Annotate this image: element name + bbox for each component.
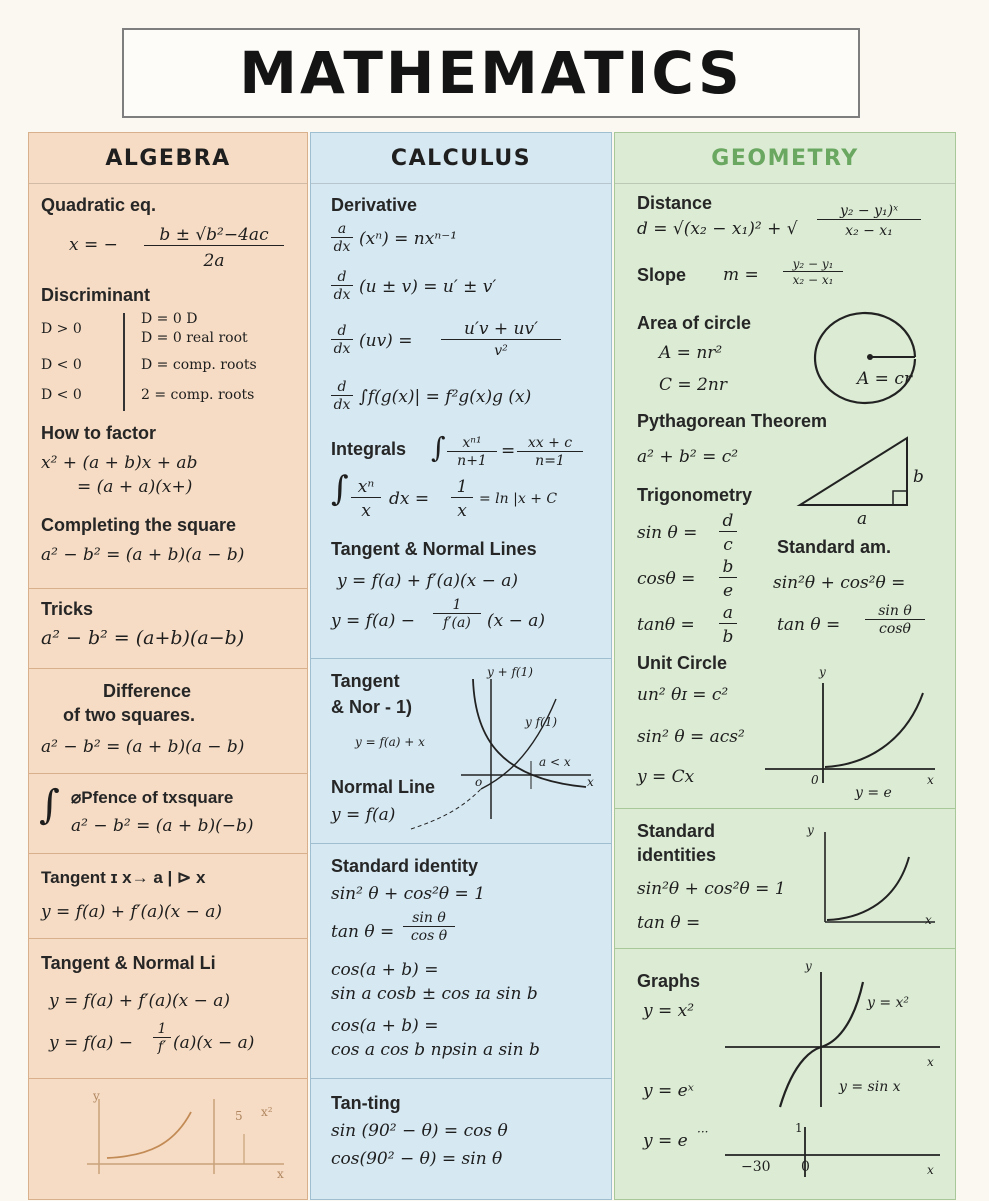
- deriv3-den: v²: [494, 343, 508, 359]
- std-graph-y: y: [807, 823, 814, 837]
- tanting-label: Tan-ting: [331, 1093, 401, 1113]
- int1-rden: n=1: [535, 453, 565, 469]
- algebra-section-graph: [29, 1078, 307, 1201]
- unit-graph-ye: y = e: [855, 785, 892, 801]
- geometry-column: [614, 132, 956, 1200]
- graph-label-x: x: [587, 775, 594, 789]
- calculus-tangent-graph: [461, 669, 601, 829]
- area-label: Area of circle: [637, 313, 752, 333]
- int2-x: x: [457, 501, 467, 521]
- unit-graph-0: 0: [811, 773, 819, 787]
- deriv4-formula: ∫f(g(x)| = f²g(x)g (x): [359, 387, 532, 407]
- int1-den: n+1: [457, 453, 487, 469]
- integral-glyph: ∫: [39, 782, 60, 828]
- graphs-y: y: [805, 959, 812, 973]
- int2-num: xⁿ: [351, 477, 381, 498]
- std-identity-label: Standard identity: [331, 856, 479, 876]
- graph-label-yf1: y + f(1): [487, 665, 533, 679]
- tnl-formula-1: y = f(a) + f′(a)(x − a): [49, 991, 230, 1011]
- int1-equals: =: [501, 441, 516, 461]
- disc-row-4-right: 2 = comp. roots: [141, 387, 255, 403]
- tnl-label: Tangent & Normal Li: [41, 953, 216, 973]
- title-box: [122, 28, 860, 118]
- std-ident-2: tan θ =: [637, 913, 701, 933]
- unit-graph-y: y: [819, 665, 826, 679]
- algebra-graph-x2: x²: [261, 1105, 273, 1119]
- trig-label: Trigonometry: [637, 485, 753, 505]
- calc-tnl-2-num: 1: [433, 597, 481, 614]
- tangent-small-formula: y = f(a) + x: [355, 735, 425, 749]
- graphs-formula-2: y = eˣ: [643, 1081, 694, 1101]
- disc-row-2-right: D = 0 real root: [141, 330, 248, 346]
- algebra-section-basics: [29, 183, 307, 608]
- graph-label-yf: y f(1): [525, 715, 558, 729]
- tanting-2: cos(90² − θ) = sin θ: [331, 1149, 503, 1169]
- slope-num: y₂ − y₁: [783, 257, 843, 272]
- algebra-graph: [79, 1094, 289, 1184]
- calculus-section-tangent-graph: [311, 658, 611, 843]
- deriv2-d: d: [331, 269, 353, 286]
- deriv1-a: a: [331, 221, 353, 238]
- triangle-a: a: [857, 509, 868, 529]
- pfence-label: ⌀Pfence of txsquare: [71, 788, 234, 807]
- trig-sin-pre: sin θ =: [637, 523, 698, 543]
- difference-label-2: of two squares.: [63, 705, 196, 725]
- unit-graph-x: x: [927, 773, 934, 787]
- graphs-yx2: y = x²: [867, 995, 910, 1011]
- deriv4-d: d: [331, 379, 353, 396]
- graphs-ysinx: y = sin x: [839, 1079, 901, 1095]
- std-ident-label-1: Standard: [637, 821, 716, 841]
- algebra-column: [28, 132, 308, 1200]
- unit-formula-2: sin² θ = acs²: [637, 727, 745, 747]
- graphs-x2: x: [927, 1163, 934, 1177]
- calc-tnl-2-pre: y = f(a) −: [331, 611, 415, 631]
- graphs-m30: −30: [741, 1159, 771, 1175]
- disc-row-3-right: D = comp. roots: [141, 357, 257, 373]
- tangent-formula: y = f(a) + f′(a)(x − a): [41, 902, 222, 922]
- trig-cos-den: e: [722, 581, 734, 601]
- geometry-section-standard-identities: [615, 808, 955, 948]
- deriv2-dx: dx: [333, 287, 351, 303]
- algebra-section-tricks: [29, 588, 307, 668]
- normal-line-label: Normal Line: [331, 777, 436, 797]
- graphs-x: x: [927, 1055, 934, 1069]
- trig-tan-num: a: [719, 603, 737, 624]
- std-id-1: sin² θ + cos²θ = 1: [331, 884, 486, 904]
- circle-label: A = cr: [857, 369, 912, 389]
- disc-row-4-left: D < 0: [41, 387, 82, 403]
- completing-formula: a² − b² = (a + b)(a − b): [41, 545, 245, 565]
- graphs-1: 1: [795, 1121, 803, 1135]
- pfence-formula: a² − b² = (a + b)(−b): [71, 816, 254, 836]
- algebra-section-tangent-normal: [29, 938, 307, 1078]
- graphs-formula-1: y = x²: [643, 1001, 695, 1021]
- deriv3-num: u′v + uv′: [441, 319, 561, 340]
- deriv3-lhs: (uv) =: [359, 331, 413, 351]
- pyth-label: Pythagorean Theorem: [637, 411, 828, 431]
- deriv1-dx: dx: [333, 239, 351, 255]
- calc-tnl-1: y = f(a) + f′(a)(x − a): [337, 571, 518, 591]
- disc-divider: [123, 313, 125, 411]
- std-id-2-num: sin θ: [403, 910, 455, 927]
- calc-tnl-2-den: f′(a): [443, 615, 471, 631]
- algebra-graph-x: x: [277, 1167, 284, 1181]
- factor-label: How to factor: [41, 423, 156, 443]
- trig-tan-pre: tanθ =: [637, 615, 695, 635]
- calculus-column: [310, 132, 612, 1200]
- std-ident-1: sin²θ + cos²θ = 1: [637, 879, 786, 899]
- slope-lhs: m =: [723, 265, 759, 285]
- int2-mid: dx =: [389, 489, 430, 509]
- tangent-label: Tangent ɪ x→ a | ⊳ x: [41, 868, 206, 887]
- graph-label-ax: a < x: [539, 755, 571, 769]
- integral-sign-1: ∫: [431, 431, 446, 464]
- distance-formula: d = √(x₂ − x₁)² + √: [637, 219, 798, 239]
- area-formula-2: C = 2nr: [659, 375, 727, 395]
- graph-label-o: o: [475, 775, 483, 789]
- normal-line-formula: y = f(a): [331, 805, 396, 825]
- graphs-formula-3-sup: ···: [697, 1125, 709, 1139]
- triangle-b: b: [913, 467, 924, 487]
- distance-label: Distance: [637, 193, 713, 213]
- graphs-formula-3: y = e: [643, 1131, 688, 1151]
- tnl-formula-2-den: f′: [157, 1039, 167, 1055]
- pyth-formula: a² + b² = c²: [637, 447, 739, 467]
- factor-line-1: x² + (a + b)x + ab: [41, 453, 198, 473]
- std-am-1: sin²θ + cos²θ =: [773, 573, 906, 593]
- deriv2-formula: (u ± v) = u′ ± v′: [359, 277, 497, 297]
- unit-label: Unit Circle: [637, 653, 728, 673]
- disc-row-1-left: D > 0: [41, 321, 82, 337]
- difference-label-1: Difference: [103, 681, 192, 701]
- std-id-2-pre: tan θ =: [331, 922, 395, 942]
- tnl-formula-2-pre: y = f(a) −: [49, 1033, 133, 1053]
- discriminant-label: Discriminant: [41, 285, 151, 305]
- trig-cos-pre: cosθ =: [637, 569, 696, 589]
- tangent-nor-label-1: Tangent: [331, 671, 400, 691]
- std-id-6: cos a cos b npsin a sin b: [331, 1040, 540, 1060]
- right-triangle-diagram: [795, 433, 915, 511]
- std-id-3: cos(a + b) =: [331, 960, 439, 980]
- calc-tnl-label: Tangent & Normal Lines: [331, 539, 537, 559]
- tnl-formula-2-num: 1: [153, 1021, 171, 1038]
- algebra-graph-5: 5: [235, 1109, 243, 1123]
- difference-formula: a² − b² = (a + b)(a − b): [41, 737, 245, 757]
- quadratic-numerator: b ± √b²−4ac: [144, 225, 284, 246]
- std-am-label: Standard am.: [777, 537, 892, 557]
- geometry-section-graphs: [615, 948, 955, 1201]
- trig-cos-num: b: [719, 557, 737, 578]
- deriv4-dx: dx: [333, 397, 351, 413]
- calc-tnl-2-post: (x − a): [487, 611, 546, 631]
- algebra-header: ALGEBRA: [29, 133, 307, 184]
- std-id-2-den: cos θ: [410, 928, 448, 944]
- tanting-1: sin (90² − θ) = cos θ: [331, 1121, 508, 1141]
- integrals-label: Integrals: [331, 439, 407, 459]
- std-ident-label-2: identities: [637, 845, 717, 865]
- area-formula-1: A = nr²: [659, 343, 723, 363]
- distance-den: x₂ − x₁: [845, 223, 893, 239]
- calculus-section-derivative: [311, 183, 611, 658]
- std-id-4: sin a cosb ± cos ɪa sin b: [331, 984, 538, 1004]
- deriv1-formula: (xⁿ) = nxⁿ⁻¹: [359, 229, 458, 249]
- int1-num: xⁿ¹: [447, 435, 497, 452]
- factor-line-2: = (a + a)(x+): [77, 477, 193, 497]
- integral-sign-2: ∫: [331, 469, 349, 509]
- int2-den: x: [361, 501, 371, 521]
- std-am-2-pre: tan θ =: [777, 615, 841, 635]
- algebra-section-tangent: [29, 853, 307, 938]
- calculus-section-tanting: [311, 1078, 611, 1201]
- disc-row-1-right: D = 0 D: [141, 311, 198, 327]
- trig-tan-den: b: [722, 627, 734, 647]
- algebra-graph-y: y: [93, 1089, 100, 1103]
- int1-rnum: xx + c: [517, 435, 583, 452]
- unit-formula-1: un² θɪ = c²: [637, 685, 729, 705]
- algebra-section-difference: [29, 668, 307, 773]
- algebra-section-pfence: [29, 773, 307, 853]
- geometry-section-main: [615, 183, 955, 808]
- std-id-5: cos(a + b) =: [331, 1016, 439, 1036]
- unit-circle-graph: [765, 673, 945, 793]
- graphs-label: Graphs: [637, 971, 701, 991]
- int2-post: = ln |x + C: [479, 491, 558, 507]
- graphs-diagram: [725, 967, 945, 1187]
- deriv3-dx: dx: [333, 341, 351, 357]
- tricks-label: Tricks: [41, 599, 94, 619]
- quadratic-denominator: 2a: [203, 251, 225, 271]
- quadratic-lhs: x = −: [69, 235, 118, 255]
- std-am-2-num: sin θ: [865, 603, 925, 620]
- disc-row-3-left: D < 0: [41, 357, 82, 373]
- calculus-header: CALCULUS: [311, 133, 611, 184]
- std-am-2-den: cosθ: [879, 621, 911, 637]
- int2-one: 1: [451, 477, 473, 498]
- slope-den: x₂ − x₁: [792, 273, 834, 287]
- geometry-header: GEOMETRY: [615, 133, 955, 184]
- tangent-nor-label-2: & Nor - 1): [331, 697, 412, 717]
- std-graph-x: x: [925, 913, 932, 927]
- tnl-formula-2-post: (a)(x − a): [173, 1033, 255, 1053]
- quadratic-label: Quadratic eq.: [41, 195, 157, 215]
- page-title: MATHEMATICS: [239, 39, 743, 107]
- graphs-0: 0: [801, 1159, 810, 1175]
- unit-formula-3: y = Cx: [637, 767, 695, 787]
- completing-label: Completing the square: [41, 515, 237, 535]
- circle-diagram: [815, 307, 925, 407]
- calculus-section-standard-identity: [311, 843, 611, 1078]
- derivative-label: Derivative: [331, 195, 418, 215]
- tricks-formula: a² − b² = (a+b)(a−b): [41, 627, 245, 649]
- deriv3-d: d: [331, 323, 353, 340]
- trig-sin-num: d: [719, 511, 737, 532]
- trig-sin-den: c: [723, 535, 733, 555]
- slope-label: Slope: [637, 265, 687, 285]
- distance-num: y₂ − y₁)ˣ: [817, 203, 921, 220]
